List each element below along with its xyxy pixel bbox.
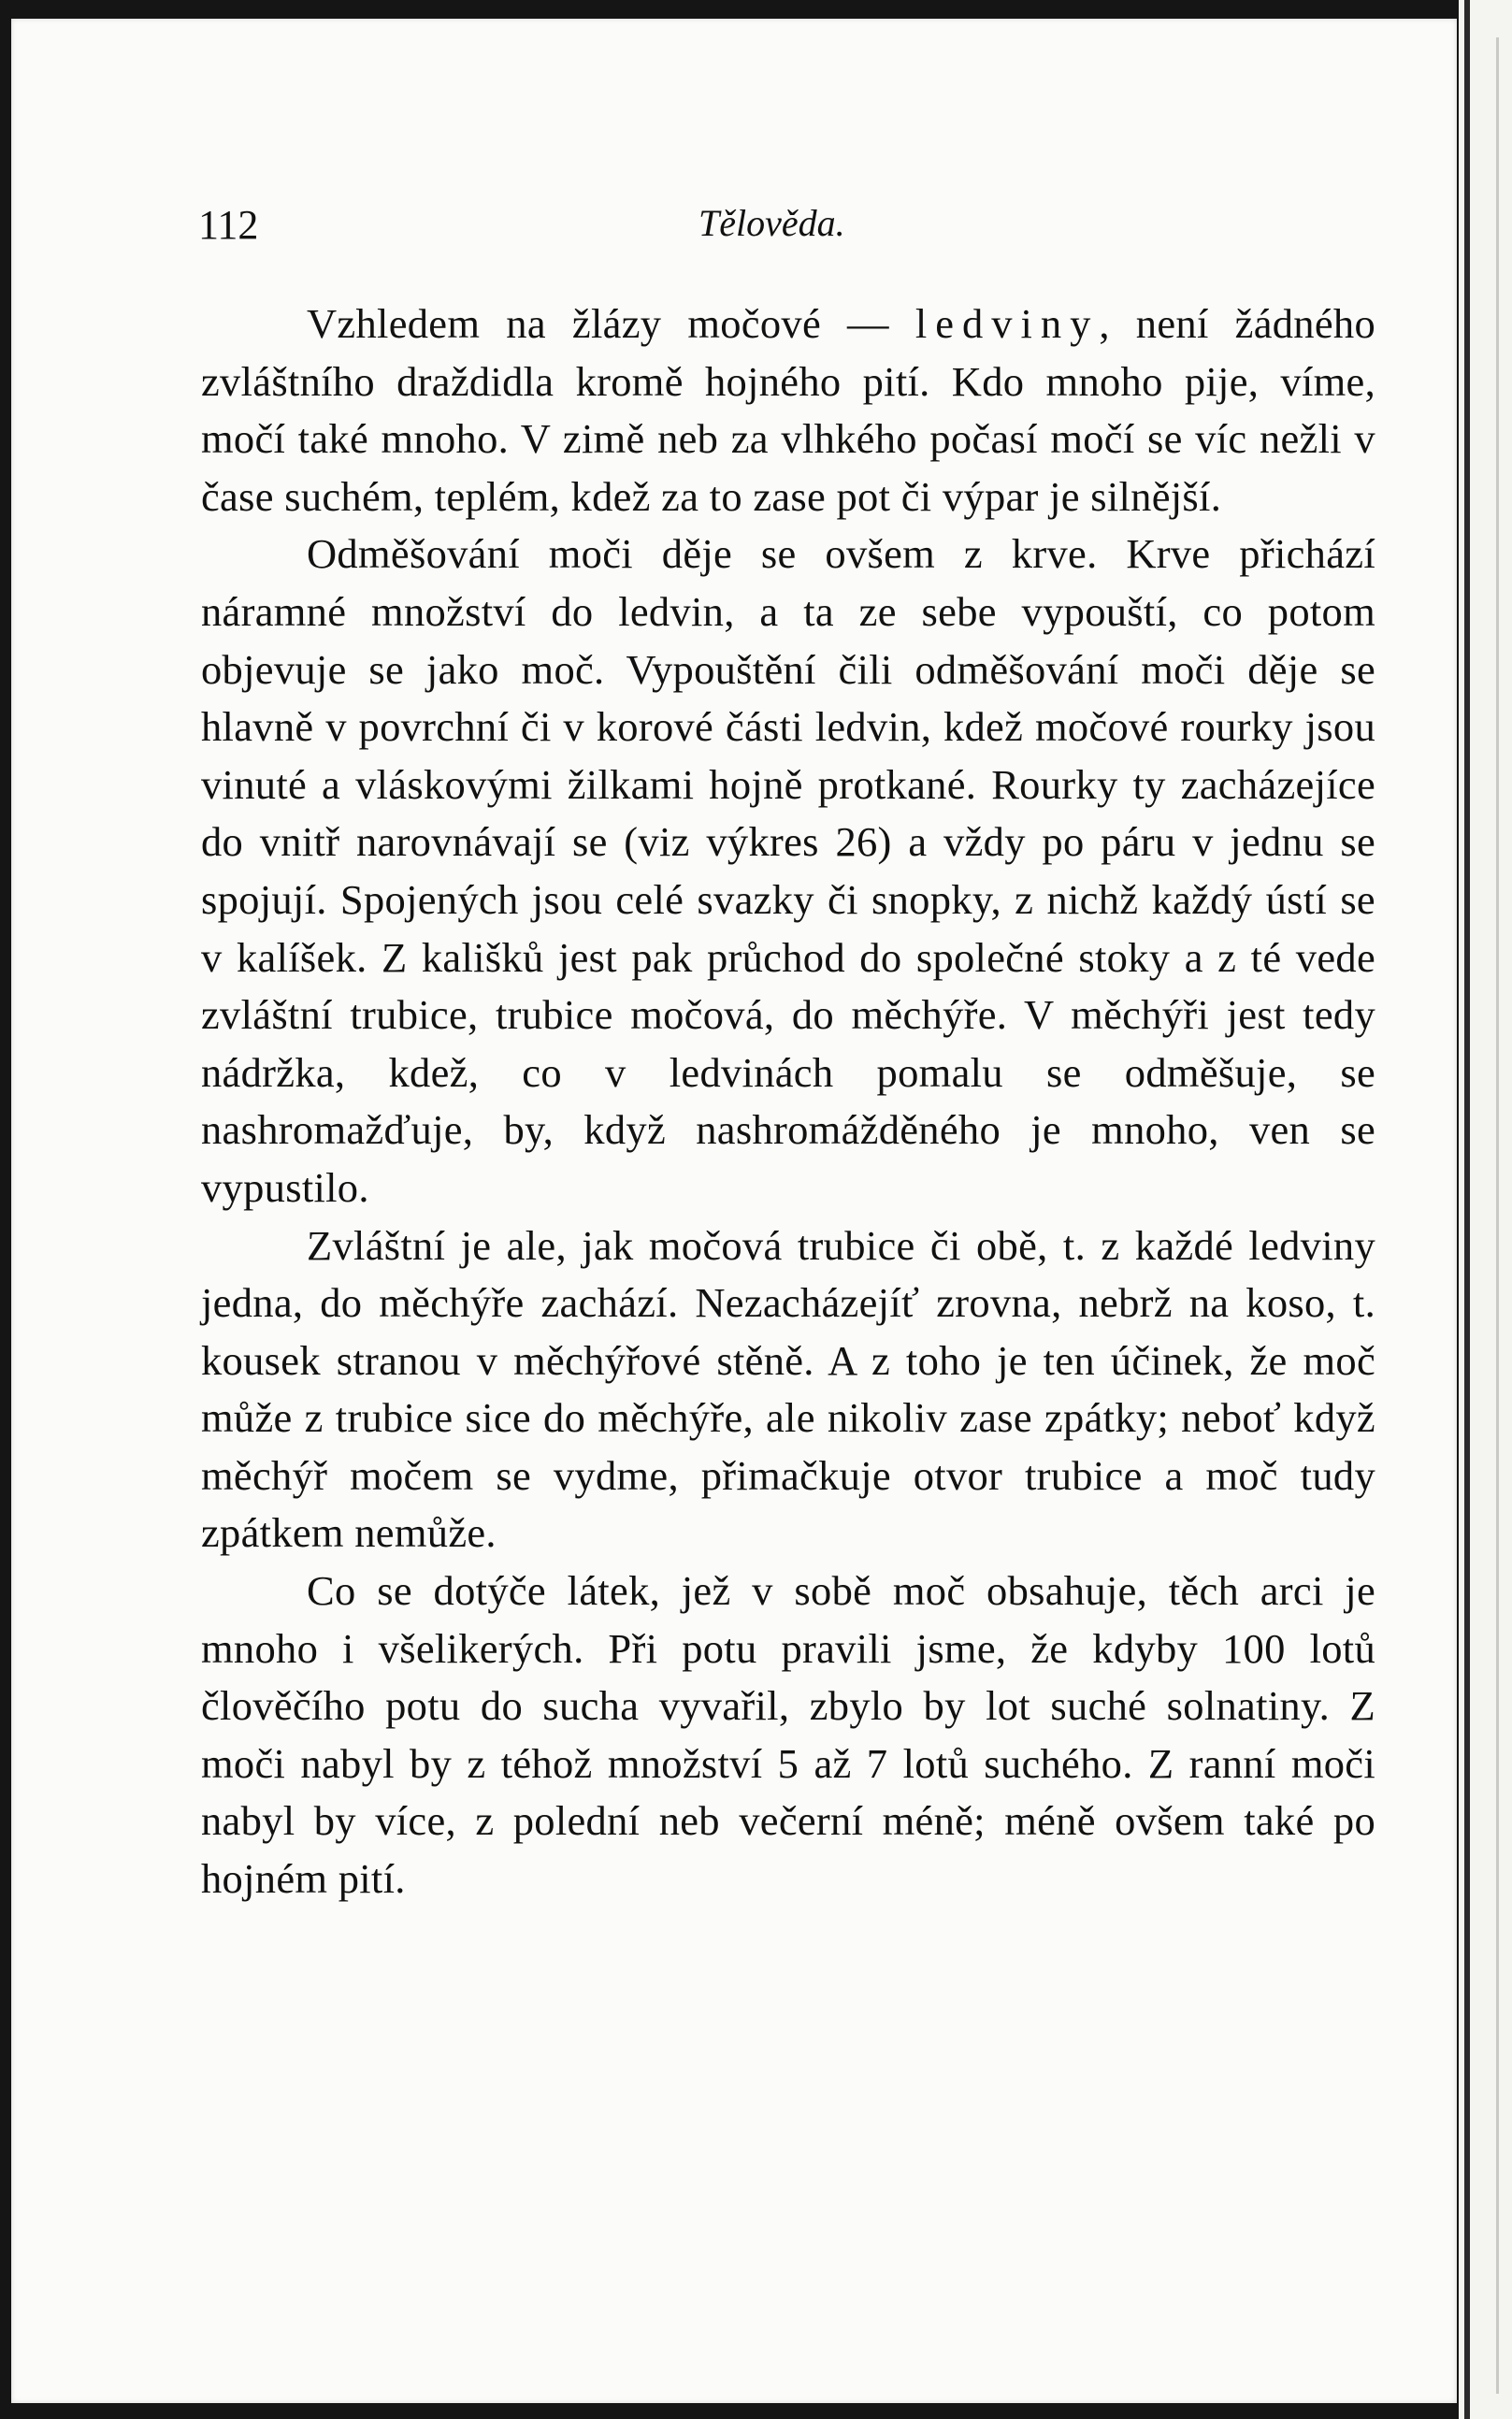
binding-shadow [1464,0,1470,2419]
page-edge [1459,0,1512,2419]
body-text [201,295,1375,1908]
paragraph-1 [201,295,1375,526]
paragraph-1-rest: , není žádného zvláštního draždidla kromě hojného pití. Kdo mnoho pije, víme, močí také mnoho. V zimě neb za vlhkého počasí močí se víc nežli v čase suchém, teplém, kdež za to zase pot či výpar je silnější. [201,300,1375,520]
paragraph-2: Odměšování moči děje se ovšem z krve. Krve přichází náramné množství do ledvin, a ta ze sebe vypouští, co potom objevuje se jako moč. Vypouštění čili odměšování moči děje se hlavně v povrchní či v korové části ledvin, kdež močové rourky jsou vinuté a vláskovými žilkami hojně protkané. Rourky ty zacházejíce do vnitř narovnávají se (viz výkres 26) a vždy po páru v jednu se spojují. Spojených jsou celé svazky či snopky, z nichž každý ústí se v kalíšek. Z kališků jest pak průchod do společné stoky a z té vede zvláštní trubice, trubice močová, do měchýře. V měchýři jest tedy nádržka, kdež, co v ledvinách pomalu se odměšuje, se nashromažďuje, by, když nashromážděného je mnoho, ven se vypustilo. [201,530,1375,1211]
page-number: 112 [198,202,259,248]
emphasized-term: ledviny [914,300,1100,347]
next-page-edge [1496,37,1499,2394]
paragraph-3: Zvláštní je ale, jak močová trubice či obě, t. z každé ledviny jedna, do měchýře zachází. Nezacházejíť zrovna, nebrž na koso, t. kousek stranou v měchýřové stěně. A z toho je ten účinek, že moč může z trubice sice do měchýře, ale nikoliv zase zpátky; neboť když měchýř močem se vydme, přimačkuje otvor trubice a moč tudy zpátkem nemůže. [201,1221,1375,1557]
paragraph-1-start: Vzhledem na žlázy močové — [307,300,915,347]
running-title: Tělověda. [698,202,845,244]
running-header [198,201,1378,257]
paragraph-4: Co se dotýče látek, jež v sobě moč obsahuje, těch arci je mnoho i všelikerých. Při potu pravili jsme, že kdyby 100 lotů člověčího potu do sucha vyvařil, zbylo by lot suché solnatiny. Z moči nabyl by z téhož množství 5 až 7 lotů suchého. Z ranní moči nabyl by více, z polední neb večerní méně; méně ovšem také po hojném pití. [201,1567,1375,1903]
